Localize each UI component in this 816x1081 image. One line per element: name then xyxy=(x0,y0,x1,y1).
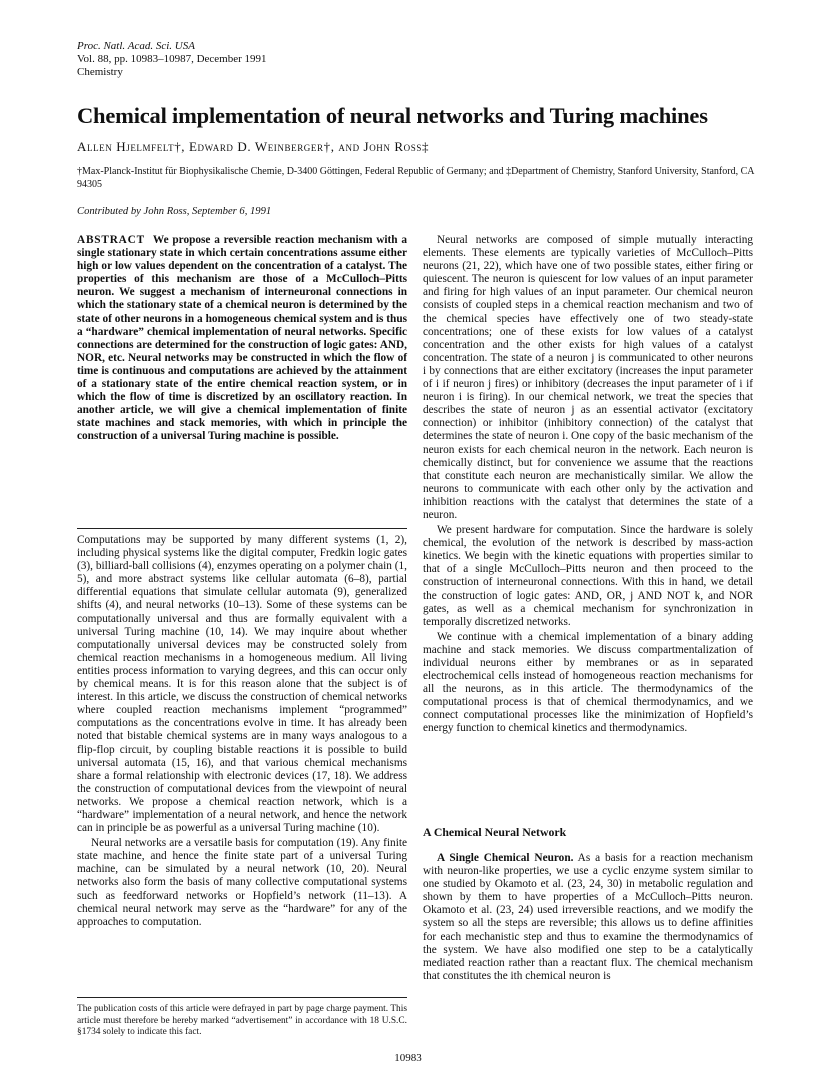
contributed-by: Contributed by John Ross, September 6, 1991 xyxy=(77,206,272,217)
subsection-body xyxy=(423,852,753,985)
page-number: 10983 xyxy=(394,1052,422,1064)
abstract xyxy=(77,234,407,444)
body-paragraph: Computations may be supported by many different systems (1, 2), including physical systems like the digital computer, Fredkin logic gates (3), billiard-ball collisions (4), enzymes operating on a polymer chain (1, 5), and more abstract systems like cellular automata (6–8), partial differential equations that simulate cellular automata (9), generalized shifts (4), and neural networks (10–13). Some of these systems can be computationally universal and thus are formally equivalent with a universal Turing machine (10, 14). We may inquire about whether computationally universal devices may be constructed solely from chemical reaction mechanisms in a homogeneous medium. All living entities process information to varying degrees, and this can occur only by chemical means. It is for this reason alone that the subject is of interest. In this article, we discuss the construction of chemical networks where coupled reaction mechanisms implement “programmed” computations as the concentrations evolve in time. It has already been noted that bistable chemical systems are in many ways analogous to a flip-flop circuit, by coupling bistable reactions it is possible to build universal automata (15, 16), and that various chemical mechanisms share a formal relationship with electronic devices (17, 18). We address the construction of computational devices from the viewpoint of neural networks. We propose a chemical reaction network, which is a “hardware” implementation of a neural network, and hence the network can in principle be as powerful as a universal Turing machine (10). xyxy=(77,534,407,835)
subsection-heading: A Single Chemical Neuron. xyxy=(437,852,574,864)
footnote: The publication costs of this article were defrayed in part by page charge payment. This article must therefore be hereby marked “advertisement” in accordance with 18 U.S.C. §1734 solely to indicate this fact. xyxy=(77,1004,407,1037)
journal-name: Proc. Natl. Acad. Sci. USA xyxy=(77,40,195,52)
section-heading: A Chemical Neural Network xyxy=(423,825,567,839)
abstract-text: We propose a reversible reaction mechanism with a single stationary state in which certain concentrations assume either high or low values dependent on the concentration of a catalyst. The properties of this mechanism are those of a McCulloch–Pitts neuron. We suggest a mechanism of interneuronal connections in which the stationary state of a chemical neuron is determined by the state of other neurons in a homogeneous chemical system and is thus a “hardware” chemical implementation of neural networks. Specific connections are determined for the construction of logic gates: AND, NOR, etc. Neural networks may be constructed in which the flow of time is continuous and computations are achieved by the attainment of a stationary state of the entire chemical reaction system, or in which the flow of time is discretized by an oscillatory reaction. In another article, we will give a chemical implementation of finite state machines and stack memories, with which in principle the construction of a universal Turing machine is possible. xyxy=(77,234,407,443)
affiliations: †Max-Planck-Institut für Biophysikalische Chemie, D-3400 Göttingen, Federal Republic of Germany; and ‡Department of Chemistry, Stanford University, Stanford, CA 94305 xyxy=(77,166,754,190)
body-paragraph xyxy=(423,852,753,983)
left-column-body xyxy=(77,534,407,931)
journal-section: Chemistry xyxy=(77,66,123,78)
body-paragraph: We continue with a chemical implementation of a binary adding machine and stack memories. We discuss compartmentalization of individual neurons either by membranes or as in separated electrochemical cells instead of homogeneous reaction mechanisms for all the neurons, as in this article. The thermodynamics of the computational process is that of chemical thermodynamics, and we connect computational processes like the minimization of Hopfield’s energy function to chemical kinetics and thermodynamics. xyxy=(423,630,753,735)
abstract-divider xyxy=(77,528,407,529)
paper-title: Chemical implementation of neural networks and Turing machines xyxy=(77,103,708,128)
body-paragraph: Neural networks are a versatile basis for computation (19). Any finite state machine, and hence the finite state part of a universal Turing machine, can be simulated by a neural network (10, 20). Neural networks also form the basis of many collective computational systems such as feedforward networks or Hopfield’s network (11–13). A chemical neural network may serve as the “hardware” for any of the approaches to computation. xyxy=(77,837,407,928)
author-list: Allen Hjelmfelt†, Edward D. Weinberger†, and John Ross‡ xyxy=(77,139,430,154)
journal-citation xyxy=(77,40,267,79)
body-paragraph: Neural networks are composed of simple mutually interacting elements. These elements are typically varieties of McCulloch–Pitts neurons (21, 22), which have one of two possible states, either firing or quiescent. The neuron is quiescent for low values of an input parameter and firing for high values of an input parameter. Our chemical neuron consists of coupled steps in a chemical reaction mechanism and two of the chemical species have effectively one of two steady-state concentrations; one of these exists for low values of a catalyst concentration and the other exists for high values of a catalyst concentration. The state of a neuron j is communicated to other neurons i by connections that are either excitatory (increases the input parameter of i if neuron j fires) or inhibitory (decreases the input parameter of i if neuron i is firing). In our chemical network, we treat the species that describes the state of neuron j as an essential activator (excitatory connection) or inhibitor (inhibitory connection) of the catalyst that determines the state of neuron i. One copy of the basic mechanism of the neuron exists for each chemical neuron in the network. Each neuron is chemically distinct, but for convenience we assume that the reactions that constitute each neuron are mechanistically similar. We allow the neurons to communicate with each other only by the activation and inhibition reactions with the catalyst that determines the state of a neuron. xyxy=(423,234,753,521)
journal-volume: Vol. 88, pp. 10983–10987, December 1991 xyxy=(77,53,267,65)
body-paragraph: We present hardware for computation. Since the hardware is solely chemical, the evolution of the network is described by mass-action kinetics. We begin with the kinetic equations with properties similar to that of a single McCulloch–Pitts neuron and then proceed to the construction of interneuronal connections. With this in hand, we detail the construction of logic gates: AND, OR, j AND NOT k, and NOR gates, as well as a chemical mechanism for synchronization in temporally discretized networks. xyxy=(423,524,753,628)
abstract-heading: ABSTRACT xyxy=(77,234,145,246)
subsection-text: As a basis for a reaction mechanism with neuron-like properties, we use a cyclic enzyme system similar to one studied by Okamoto et al. (23, 24, 30) in metabolic regulation and shown by them to have properties of a McCulloch–Pitts neuron. Okamoto et al. (23, 24) used irreversible reactions, and we modify the system so all the steps are reversible; this allows us to define affinities for each mechanistic step and thus to examine the thermodynamics of the system. We have also modified one step to be a catalytically mediated reaction rather than a reactant flux. The chemical mechanism that constitutes the ith chemical neuron is xyxy=(423,852,753,982)
right-column-body xyxy=(423,234,753,738)
footnote-divider xyxy=(77,997,407,998)
